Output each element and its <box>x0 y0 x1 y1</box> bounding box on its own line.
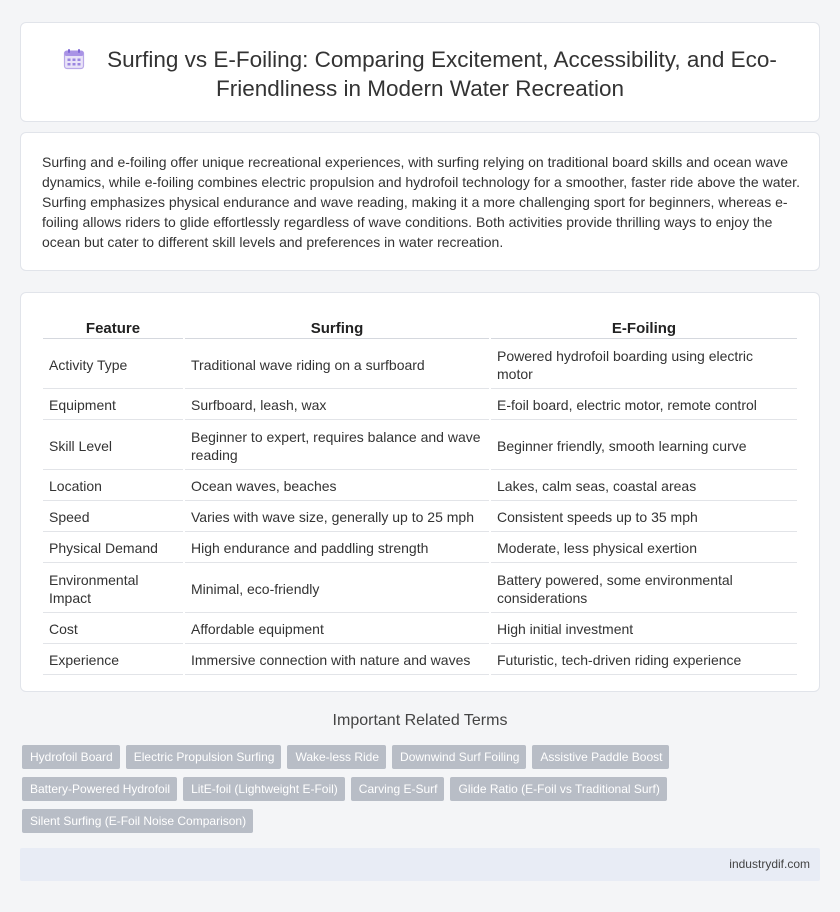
page-title-wrap <box>21 45 819 103</box>
row-efoiling: Battery powered, some environmental considerations <box>491 565 797 613</box>
row-efoiling: Consistent speeds up to 35 mph <box>491 503 797 532</box>
row-efoiling: Powered hydrofoil boarding using electric motor <box>491 341 797 389</box>
term-tag[interactable]: Downwind Surf Foiling <box>392 745 526 769</box>
term-tag[interactable]: Wake-less Ride <box>287 745 386 769</box>
row-efoiling: E-foil board, electric motor, remote control <box>491 391 797 420</box>
intro-paragraph: Surfing and e-foiling offer unique recreational experiences, with surfing relying on traditional board skills and ocean wave dynamics, while e-foiling combines electric propulsion and hydrofoil technology for a smoother, faster ride above the water. Surfing emphasizes physical endurance and wave reading, making it a more challenging sport for beginners, whereas e-foiling allows riders to glide effortlessly regardless of wave conditions. Both activities provide thrilling ways to enjoy the ocean but cater to different skill levels and preferences in water recreation. <box>42 154 800 250</box>
title-card <box>20 22 820 122</box>
row-feature: Environmental Impact <box>43 565 183 613</box>
row-efoiling: Futuristic, tech-driven riding experience <box>491 646 797 675</box>
row-surfing: Surfboard, leash, wax <box>185 391 489 420</box>
row-surfing: Minimal, eco-friendly <box>185 565 489 613</box>
row-surfing: Ocean waves, beaches <box>185 472 489 501</box>
comparison-card <box>20 292 820 692</box>
row-surfing: High endurance and paddling strength <box>185 534 489 563</box>
row-feature: Speed <box>43 503 183 532</box>
header-surfing: Surfing <box>185 315 489 339</box>
row-feature: Experience <box>43 646 183 675</box>
row-feature: Location <box>43 472 183 501</box>
footer-bar <box>20 848 820 881</box>
row-surfing: Traditional wave riding on a surfboard <box>185 341 489 389</box>
calendar-icon <box>63 48 85 70</box>
row-efoiling: Beginner friendly, smooth learning curve <box>491 422 797 470</box>
comparison-table <box>41 313 799 677</box>
row-feature: Cost <box>43 615 183 644</box>
page-title: Surfing vs E-Foiling: Comparing Excitement, Accessibility, and Eco-Friendliness in Modern Water Recreation <box>107 47 777 101</box>
term-tag[interactable]: LitE-foil (Lightweight E-Foil) <box>183 777 345 801</box>
table-row <box>43 391 797 420</box>
table-row <box>43 503 797 532</box>
term-tag[interactable]: Silent Surfing (E-Foil Noise Comparison) <box>22 809 253 833</box>
row-surfing: Affordable equipment <box>185 615 489 644</box>
footer-site[interactable]: industrydif.com <box>729 857 810 871</box>
term-tag[interactable]: Hydrofoil Board <box>22 745 120 769</box>
row-feature: Activity Type <box>43 341 183 389</box>
term-tag[interactable]: Glide Ratio (E-Foil vs Traditional Surf) <box>450 777 666 801</box>
related-terms-heading: Important Related Terms <box>332 712 508 729</box>
table-row <box>43 646 797 675</box>
row-feature: Physical Demand <box>43 534 183 563</box>
table-row <box>43 472 797 501</box>
term-tag[interactable]: Carving E-Surf <box>351 777 445 801</box>
related-terms-list <box>22 745 812 841</box>
row-efoiling: Lakes, calm seas, coastal areas <box>491 472 797 501</box>
term-tag[interactable]: Electric Propulsion Surfing <box>126 745 282 769</box>
term-tag[interactable]: Assistive Paddle Boost <box>532 745 669 769</box>
row-surfing: Immersive connection with nature and waves <box>185 646 489 675</box>
intro-card <box>20 132 820 271</box>
row-surfing: Varies with wave size, generally up to 25 mph <box>185 503 489 532</box>
table-header-row <box>43 315 797 339</box>
term-tag[interactable]: Battery-Powered Hydrofoil <box>22 777 177 801</box>
row-efoiling: High initial investment <box>491 615 797 644</box>
row-feature: Skill Level <box>43 422 183 470</box>
table-row <box>43 615 797 644</box>
row-surfing: Beginner to expert, requires balance and wave reading <box>185 422 489 470</box>
table-row <box>43 422 797 470</box>
table-row <box>43 341 797 389</box>
table-row <box>43 565 797 613</box>
header-feature: Feature <box>43 315 183 339</box>
table-row <box>43 534 797 563</box>
row-efoiling: Moderate, less physical exertion <box>491 534 797 563</box>
row-feature: Equipment <box>43 391 183 420</box>
header-efoiling: E-Foiling <box>491 315 797 339</box>
